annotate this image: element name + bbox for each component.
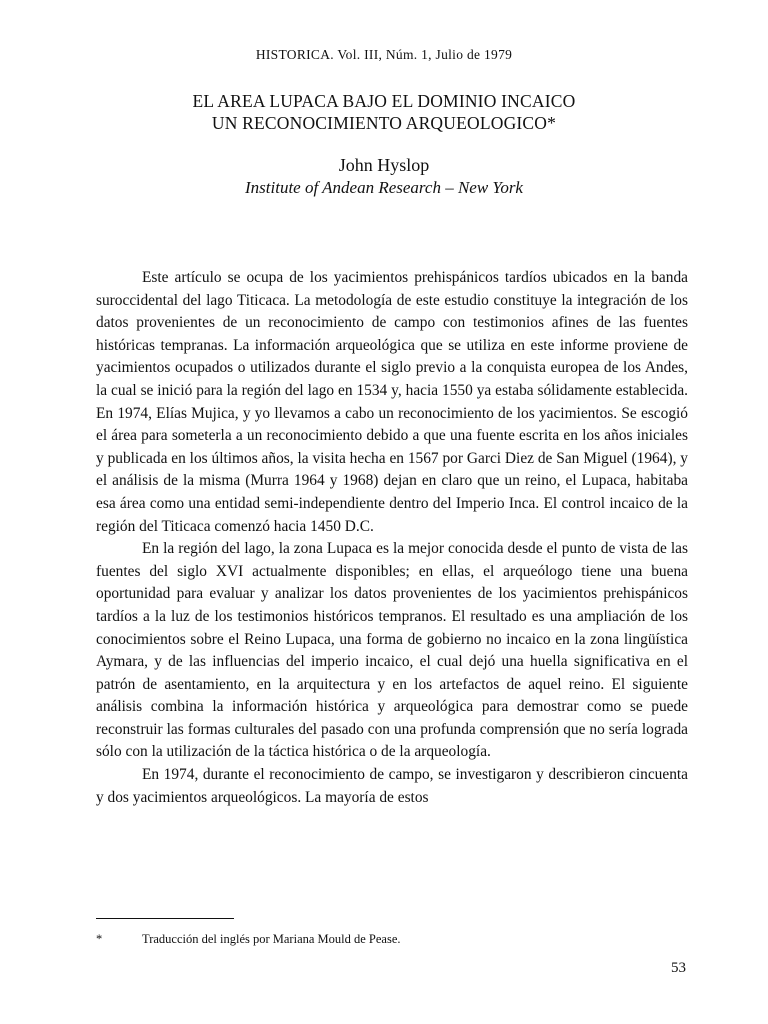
body-paragraph-1: Este artículo se ocupa de los yacimientos prehispánicos tardíos ubicados en la banda suroccidental del lago Titicaca. La metodología de este estudio constituye la integración de los datos provenientes de un reconocimiento de campo con testimonios afines de las fuentes históricas tempranas. La información arqueológica que se utiliza en este informe proviene de yacimientos ocupados o utilizados durante el siglo previo a la conquista europea de los Andes, la cual se inició para la región del lago en 1534 y, hacia 1550 ya estaba sólidamente establecida. En 1974, Elías Mujica, y yo llevamos a cabo un reconocimiento de los yacimientos. Se escogió el área para someterla a un reconocimiento debido a que una fuente escrita en los años iniciales y publicada en los últimos años, la visita hecha en 1567 por Garci Diez de San Miguel (1964), y el análisis de la misma (Murra 1964 y 1968) dejan en claro que un reino, el Lupaca, habitaba esa área como una entidad semi-independiente dentro del Imperio Inca. El control incaico de la región del Titicaca comenzó hacia 1450 D.C. bbox=[96, 269, 688, 535]
article-title bbox=[0, 90, 768, 134]
body-paragraph-2: En la región del lago, la zona Lupaca es la mejor conocida desde el punto de vista de las fuentes del siglo XVI actualmente disponibles; en ellas, el arqueólogo tiene una buena oportunidad para evaluar y analizar los datos provenientes de los yacimientos prehispánicos tardíos a la luz de los testimonios históricos tempranos. El resultado es una ampliación de los conocimientos sobre el Reino Lupaca, una forma de gobierno no incaico en la zona lingüística Aymara, y de las influencias del imperio incaico, el cual dejó una huella significativa en el patrón de asentamiento, en la arquitectura y en los artefactos de aquel reino. El siguiente análisis combina la información histórica y arqueológica para demostrar como se puede reconstruir las formas culturales del pasado con una profunda comprensión que no sería lograda sólo con la utilización de la táctica histórica o de la arqueología. bbox=[96, 540, 688, 761]
page-number: 53 bbox=[671, 960, 686, 976]
footnote-divider bbox=[96, 918, 234, 919]
title-line-2: UN RECONOCIMIENTO ARQUEOLOGICO* bbox=[211, 113, 557, 133]
author-name: John Hyslop bbox=[338, 155, 430, 175]
footnote bbox=[96, 932, 688, 947]
body-paragraph-3: En 1974, durante el reconocimiento de campo, se investigaron y describieron cincuenta y dos yacimientos arqueológicos. La mayoría de estos bbox=[96, 766, 688, 806]
author-affiliation: Institute of Andean Research – New York bbox=[245, 178, 523, 197]
journal-header: HISTORICA. Vol. III, Núm. 1, Julio de 1979 bbox=[255, 47, 513, 62]
footnote-mark: * bbox=[96, 932, 103, 946]
title-line-1: EL AREA LUPACA BAJO EL DOMINIO INCAICO bbox=[192, 91, 576, 111]
article-body bbox=[96, 267, 688, 809]
footnote-text: Traducción del inglés por Mariana Mould de Pease. bbox=[142, 932, 401, 946]
